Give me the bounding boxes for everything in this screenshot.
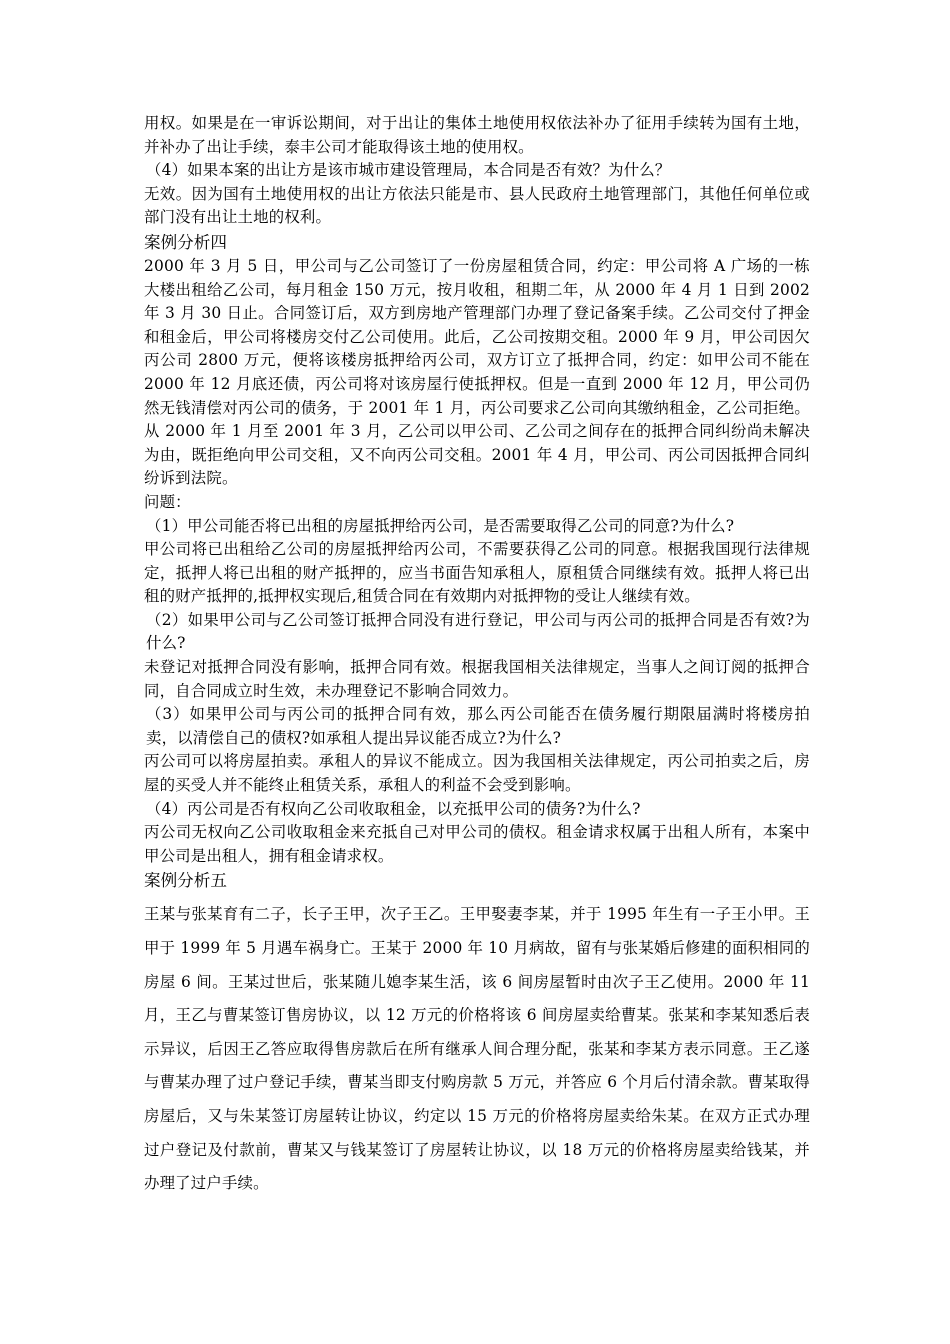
answer-2-case4: 未登记对抵押合同没有影响，抵押合同有效。根据我国相关法律规定，当事人之间订阅的抵押合同，自合同成立时生效，未办理登记不影响合同效力。 (144, 658, 810, 700)
case-4-facts: 2000 年 3 月 5 日，甲公司与乙公司签订了一份房屋租赁合同，约定：甲公司将 A 广场的一栋大楼出租给乙公司，每月租金 150 万元，按月收租，租期二年，从 2000 年 4 月 1 日到 2002 年 3 月 30 日止。合同签订后，双方到房地产管理部门办理了登记备案手续。乙公司交付了押金和租金后，甲公司将楼房交付乙公司使用。此后，乙公司按期交租。2000 年 9 月，甲公司因欠丙公司 2800 万元，便将该楼房抵押给丙公司，双方订立了抵押合同，约定：如甲公司不能在 2000 年 12 月底还债，丙公司将对该房屋行使抵押权。但是一直到 2000 年 12 月，甲公司仍然无钱清偿对丙公司的债务，于 2001 年 1 月，丙公司要求乙公司向其缴纳租金，乙公司拒绝。从 2000 年 1 月至 2001 年 3 月，乙公司以甲公司、乙公司之间存在的抵押合同纠纷尚未解决为由，既拒绝向甲公司交租，又不向丙公司交租。2001 年 4 月，甲公司、丙公司因抵押合同纠纷诉到法院。 (144, 256, 810, 488)
question-4-case4: （4）丙公司是否有权向乙公司收取租金，以充抵甲公司的债务?为什么? (146, 799, 641, 818)
heading-case-5: 案例分析五 (144, 871, 227, 891)
heading-case-4: 案例分析四 (144, 232, 227, 252)
answer-3-case4: 丙公司可以将房屋拍卖。承租人的异议不能成立。因为我国相关法律规定，丙公司拍卖之后，房屋的买受人并不能终止租赁关系，承租人的利益不会受到影响。 (144, 752, 810, 795)
question-2-case4: （2）如果甲公司与乙公司签订抵押合同没有进行登记，甲公司与丙公司的抵押合同是否有效?为什么? (146, 610, 810, 653)
question-4-case3: （4）如果本案的出让方是该市城市建设管理局，本合同是否有效？为什么？ (146, 161, 671, 180)
case-5-facts: 王某与张某育有二子，长子王甲，次子王乙。王甲娶妻李某，并于 1995 年生有一子王小甲。王甲于 1999 年 5 月遇车祸身亡。王某于 2000 年 10 月病故，留有与张某婚后修建的面积相同的房屋 6 间。王某过世后，张某随儿媳李某生活，该 6 间房屋暂时由次子王乙使用。2000 年 11 月，王乙与曹某签订售房协议，以 12 万元的价格将该 6 间房屋卖给曹某。张某和李某知悉后表示异议，后因王乙答应取得售房款后在所有继承人间合理分配，张某和李某方表示同意。王乙遂与曹某办理了过户登记手续，曹某当即支付购房款 5 万元，并答应 6 个月后付清余款。曹某取得房屋后，又与朱某签订房屋转让协议，约定以 15 万元的价格将房屋卖给朱某。在双方正式办理过户登记及付款前，曹某又与钱某签订了房屋转让协议，以 18 万元的价格将房屋卖给钱某，并办理了过户手续。 (144, 905, 810, 1193)
paragraph-land-use-right: 用权。如果是在一审诉讼期间，对于出让的集体土地使用权依法补办了征用手续转为国有土地，并补办了出让手续，泰丰公司才能取得该土地的使用权。 (144, 114, 810, 156)
answer-4-case3: 无效。因为国有土地使用权的出让方依法只能是市、县人民政府土地管理部门，其他任何单位或部门没有出让土地的权利。 (144, 184, 810, 227)
questions-label: 问题： (144, 492, 191, 511)
answer-1-case4: 甲公司将已出租给乙公司的房屋抵押给丙公司，不需要获得乙公司的同意。根据我国现行法律规定，抵押人将已出租的财产抵押的，应当书面告知承租人，原租赁合同继续有效。抵押人将已出租的财产抵押的,抵押权实现后,租赁合同在有效期内对抵押物的受让人继续有效。 (144, 540, 810, 606)
document-page (144, 112, 810, 1201)
question-1-case4: （1）甲公司能否将已出租的房屋抵押给丙公司，是否需要取得乙公司的同意?为什么? (146, 516, 735, 535)
answer-4-case4: 丙公司无权向乙公司收取租金来充抵自己对甲公司的债权。租金请求权属于出租人所有，本案中甲公司是出租人，拥有租金请求权。 (144, 823, 810, 865)
question-3-case4: （3）如果甲公司与丙公司的抵押合同有效，那么丙公司能否在债务履行期限届满时将楼房拍卖，以清偿自己的债权?如承租人提出异议能否成立?为什么? (146, 705, 810, 747)
